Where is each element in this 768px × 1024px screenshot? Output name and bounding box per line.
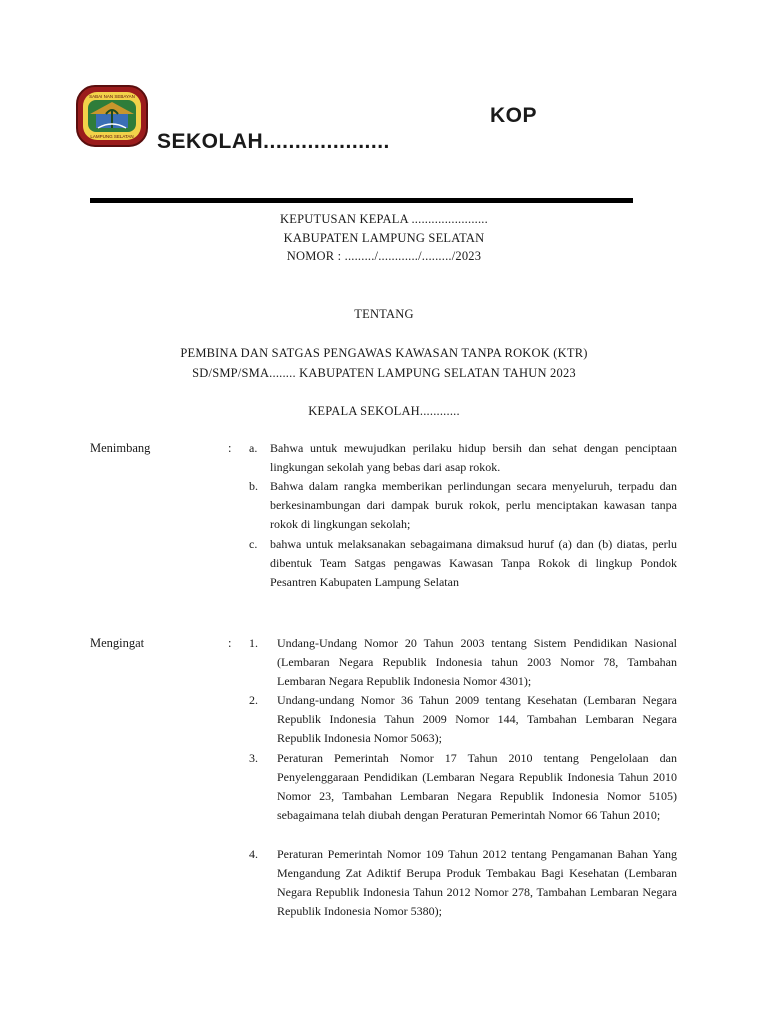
logo-bottom-text: LAMPUNG SELATAN: [90, 134, 134, 139]
decree-number: NOMOR : ........./............/........./2023: [286, 249, 482, 263]
menimbang-item: Bahwa dalam rangka memberikan perlindungan secara menyeluruh, terpadu dan berkesinambungan dari dampak buruk rokok, perlu menciptakan kawasan tanpa rokok di lingkungan sekolah;: [270, 479, 677, 531]
decree-title: KEPUTUSAN KEPALA .......................: [280, 212, 488, 226]
menimbang-marker: a.: [249, 441, 258, 455]
menimbang-colon: :: [228, 441, 232, 455]
subject-line-2: SD/SMP/SMA........ KABUPATEN LAMPUNG SELATAN TAHUN 2023: [192, 366, 576, 380]
regency-emblem-logo: [76, 84, 148, 148]
mengingat-item: Peraturan Pemerintah Nomor 17 Tahun 2010 tentang Pengelolaan dan Penyelenggaraan Pendidikan (Lembaran Negara Republik Indonesia Tahun 2010 Nomor 23, Tambahan Lembaran Negara Republik Indonesia Nomor 5105) sebagaimana telah diubah dengan Peraturan Pemerintah Nomor 66 Tahun 2010;: [277, 751, 677, 822]
mengingat-marker: 2.: [249, 693, 258, 707]
tentang-heading: TENTANG: [354, 307, 414, 321]
school-heading: SEKOLAH....................: [157, 130, 390, 153]
menimbang-marker: b.: [249, 479, 258, 493]
kop-heading: KOP: [490, 104, 538, 127]
issuer-heading: KEPALA SEKOLAH............: [308, 404, 460, 418]
menimbang-item: Bahwa untuk mewujudkan perilaku hidup bersih dan sehat dengan penciptaan lingkungan sekolah yang bebas dari asap rokok.: [270, 441, 677, 474]
mengingat-item: Undang-Undang Nomor 20 Tahun 2003 tentang Sistem Pendidikan Nasional (Lembaran Negara Republik Indonesia tahun 2003 Nomor 78, Tambahan Lembaran Negara Republik Indonesia Nomor 4301);: [277, 636, 677, 688]
decree-region: KABUPATEN LAMPUNG SELATAN: [283, 231, 485, 245]
menimbang-item: bahwa untuk melaksanakan sebagaimana dimaksud huruf (a) dan (b) diatas, perlu dibentuk Team Satgas pengawas Kawasan Tanpa Rokok di lingkup Pondok Pesantren Kabupaten Lampung Selatan: [270, 537, 677, 589]
mengingat-label: Mengingat: [90, 636, 145, 650]
mengingat-item: Peraturan Pemerintah Nomor 109 Tahun 2012 tentang Pengamanan Bahan Yang Mengandung Zat Adiktif Berupa Produk Tembakau Bagi Kesehatan (Lembaran Negara Republik Indonesia Tahun 2012 Nomor 278, Tambahan Lembaran Negara Republik Indonesia Nomor 5380);: [277, 847, 677, 918]
mengingat-marker: 1.: [249, 636, 258, 650]
mengingat-marker: 3.: [249, 751, 258, 765]
mengingat-marker: 4.: [249, 847, 258, 861]
subject-line-1: PEMBINA DAN SATGAS PENGAWAS KAWASAN TANPA ROKOK (KTR): [180, 346, 588, 360]
mengingat-item: Undang-undang Nomor 36 Tahun 2009 tentang Kesehatan (Lembaran Negara Republik Indonesia Tahun 2009 Nomor 144, Tambahan Lembaran Negara Republik Indonesia Nomor 5063);: [277, 693, 677, 745]
letterhead-divider: [90, 198, 633, 203]
logo-top-text: SABAI NAN SEBAYAN: [89, 94, 135, 99]
menimbang-marker: c.: [249, 537, 258, 551]
mengingat-colon: :: [228, 636, 232, 650]
menimbang-label: Menimbang: [90, 441, 151, 455]
